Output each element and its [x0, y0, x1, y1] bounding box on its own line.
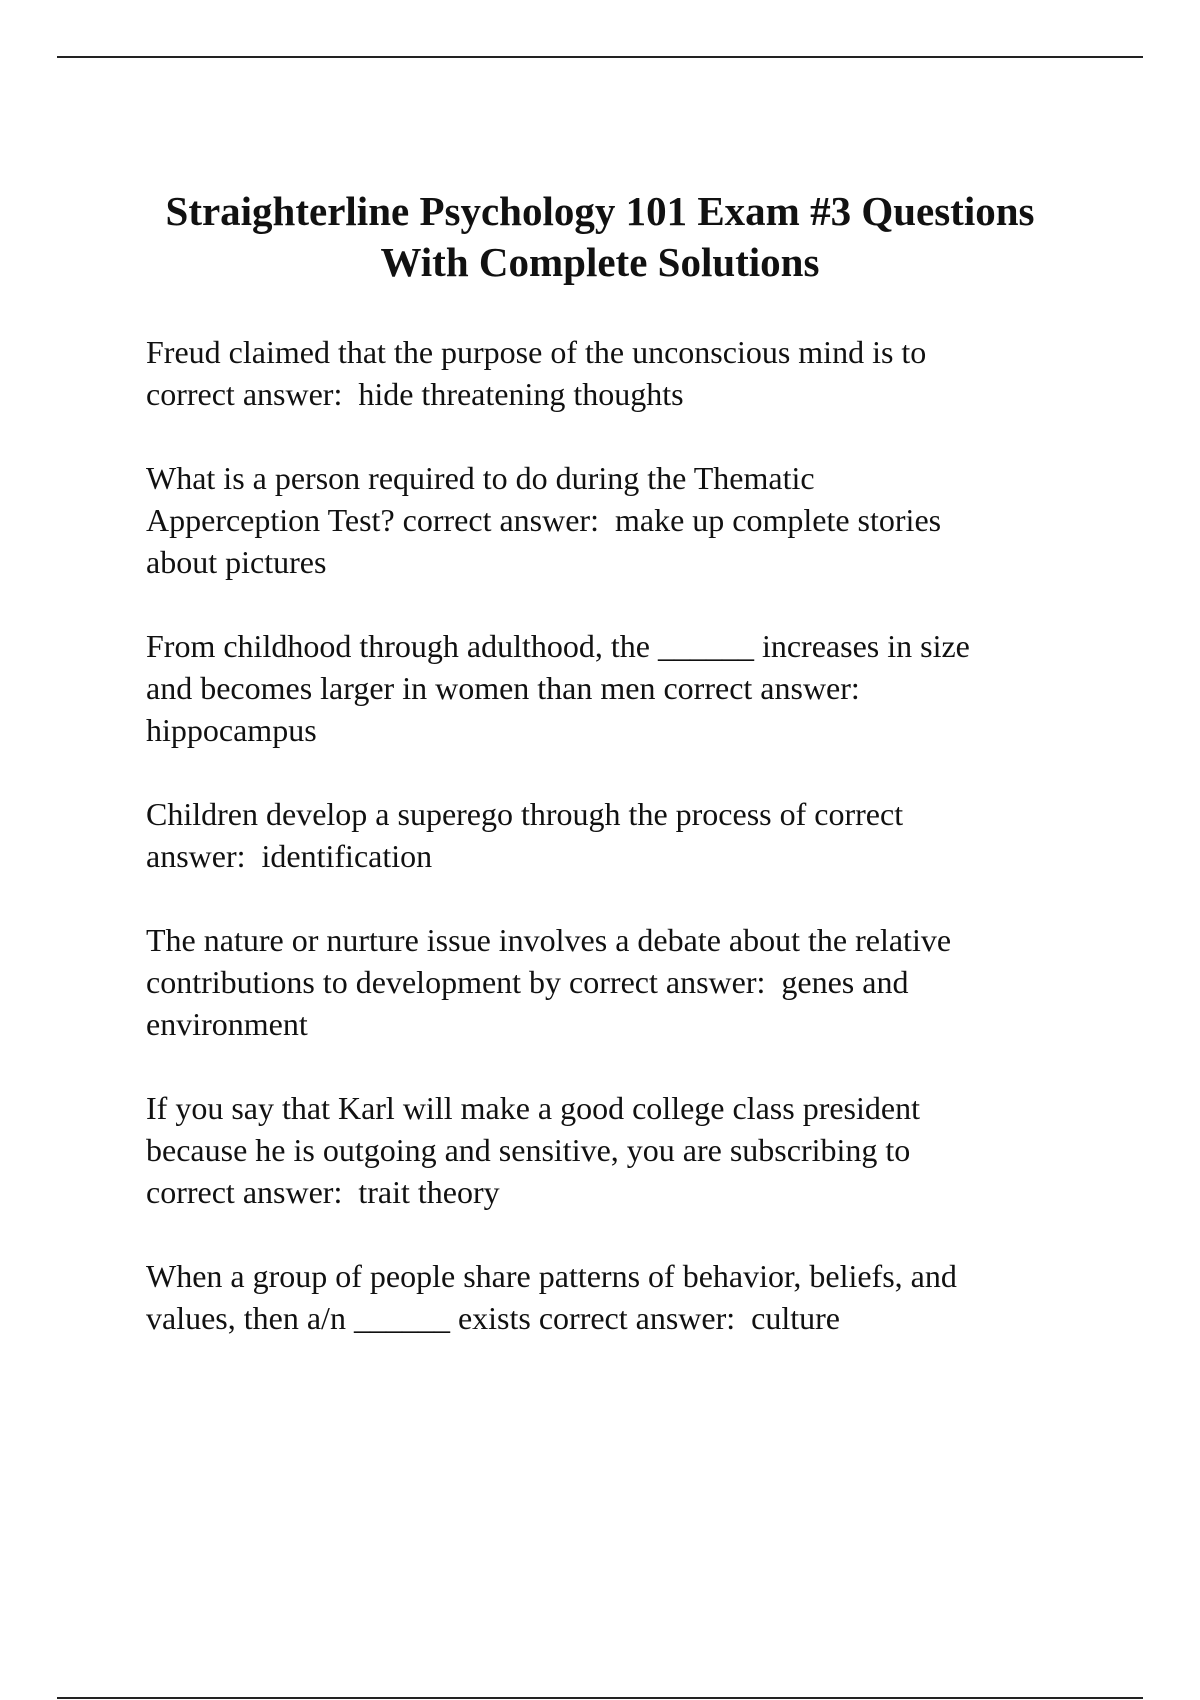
qa-line: From childhood through adulthood, the ______ increases in size — [146, 628, 970, 664]
qa-item-7 — [146, 1255, 1106, 1339]
qa-line: environment — [146, 1006, 308, 1042]
qa-line: correct answer: hide threatening thoughts — [146, 376, 684, 412]
title-line-1: Straighterline Psychology 101 Exam #3 Questions — [165, 188, 1035, 234]
qa-line: hippocampus — [146, 712, 317, 748]
qa-line: correct answer: trait theory — [146, 1174, 500, 1210]
qa-line: contributions to development by correct answer: genes and — [146, 964, 909, 1000]
qa-line: If you say that Karl will make a good college class president — [146, 1090, 920, 1126]
qa-line: Children develop a superego through the process of correct — [146, 796, 904, 832]
qa-line: Freud claimed that the purpose of the unconscious mind is to — [146, 334, 927, 370]
qa-line: and becomes larger in women than men correct answer: — [146, 670, 860, 706]
qa-line: because he is outgoing and sensitive, you are subscribing to — [146, 1132, 911, 1168]
qa-line: What is a person required to do during the Thematic — [146, 460, 815, 496]
qa-line: answer: identification — [146, 838, 433, 874]
qa-item-3 — [146, 625, 1106, 751]
document-title — [100, 186, 1100, 288]
qa-item-1 — [146, 331, 1106, 415]
question-answer-list — [146, 331, 1106, 1381]
qa-item-4 — [146, 793, 1106, 877]
qa-item-5 — [146, 919, 1106, 1045]
title-line-2: With Complete Solutions — [380, 239, 820, 285]
qa-item-6 — [146, 1087, 1106, 1213]
qa-line: When a group of people share patterns of behavior, beliefs, and — [146, 1258, 957, 1294]
header-rule — [57, 56, 1143, 58]
qa-line: about pictures — [146, 544, 327, 580]
qa-line: The nature or nurture issue involves a debate about the relative — [146, 922, 952, 958]
qa-line: values, then a/n ______ exists correct answer: culture — [146, 1300, 840, 1336]
qa-item-2 — [146, 457, 1106, 583]
qa-line: Apperception Test? correct answer: make up complete stories — [146, 502, 942, 538]
footer-rule — [57, 1697, 1143, 1699]
